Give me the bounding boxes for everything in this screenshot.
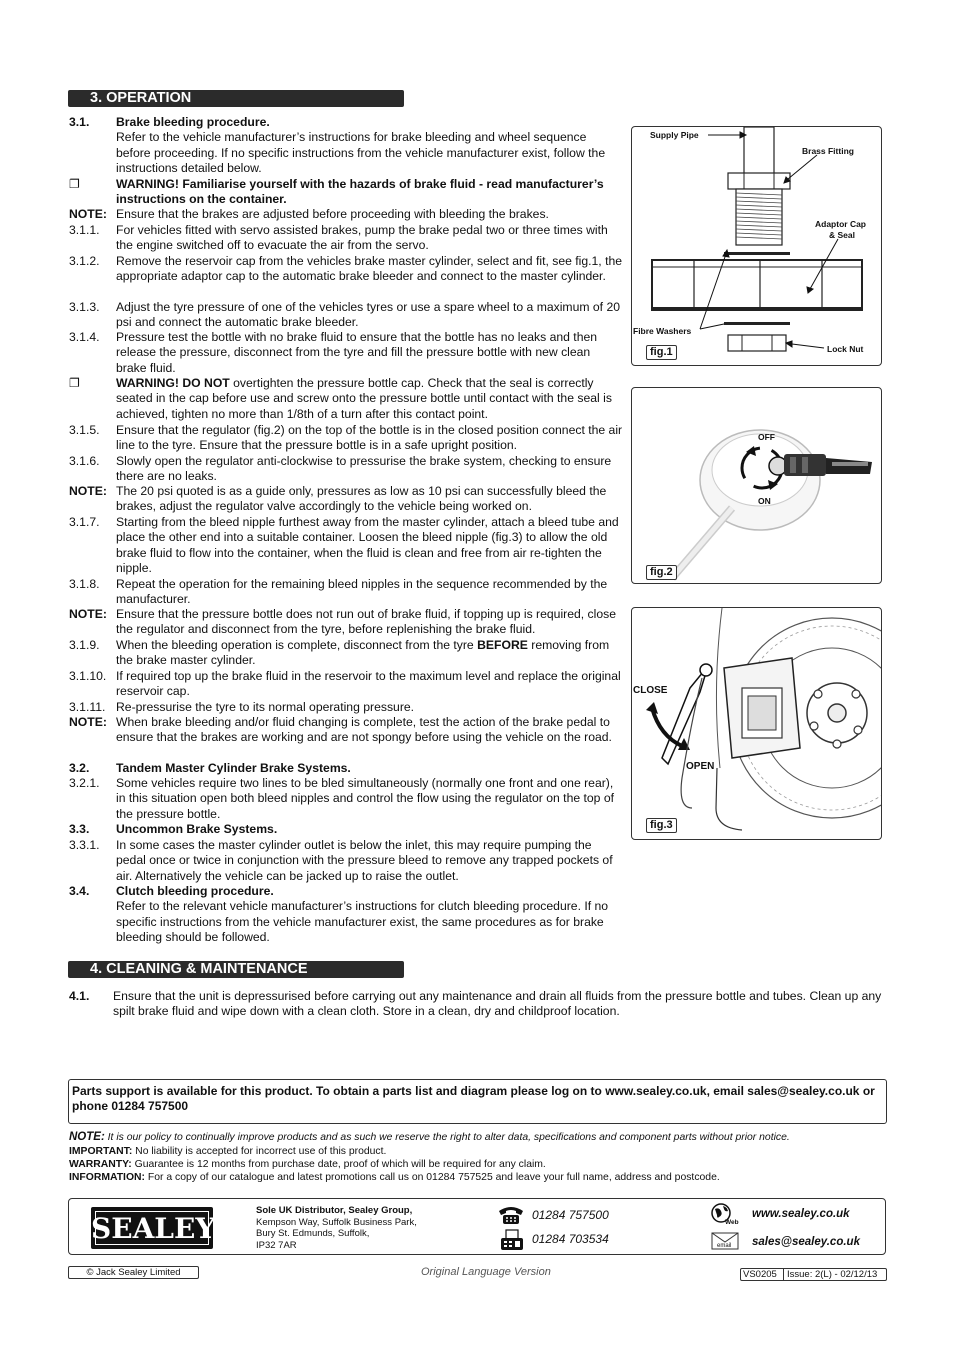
step-heading: WARNING! Familiarise yourself with the hazards of brake fluid - read manufacturer’s instructions on the container. (116, 177, 604, 207)
parts-support-box (68, 1079, 887, 1124)
fax-number: 01284 703534 (532, 1232, 609, 1246)
step-text (116, 115, 623, 177)
sealey-logo (91, 1207, 216, 1249)
phone-number[interactable]: 01284 757500 (532, 1208, 609, 1222)
step-number: NOTE: (69, 715, 107, 729)
distributor-name: Sole UK Distributor, Sealey Group, (256, 1205, 413, 1216)
step-number: 3.3. (69, 822, 90, 836)
step-number: 3.1.7. (69, 515, 100, 529)
label-and-seal: & Seal (829, 230, 855, 240)
label-adaptor-cap: Adaptor Cap (815, 219, 866, 229)
step-body: Pressure test the bottle with no brake fluid to ensure that the bottle has no leaks and then release the pressure, disconnect from the tyre and fill the pressure bottle with new clean brake fluid. (116, 330, 598, 375)
step-body: Adjust the tyre pressure of one of the vehicles tyres or use a spare wheel to a maximum of 20 psi and connect the automatic brake bleeder. (116, 300, 621, 330)
step-number: 3.1. (69, 115, 90, 129)
instruction-row (69, 330, 623, 376)
step-text (116, 607, 623, 638)
fax-icon (499, 1229, 525, 1251)
warranty-text: Guarantee is 12 months from purchase date, proof of which will be required for any claim. (131, 1159, 546, 1170)
instruction-row (69, 115, 623, 177)
step-text (116, 669, 623, 700)
step-body: For vehicles fitted with servo assisted brakes, pump the brake pedal two or three times with the engine switched off to evacuate the air from the servo. (116, 223, 608, 253)
step-text (116, 638, 623, 669)
step-number: 3.1.5. (69, 423, 100, 437)
step-heading: Uncommon Brake Systems. (116, 822, 278, 836)
step-body: In some cases the master cylinder outlet is below the inlet, this may require pumping the pedal once or twice in conjunction with the pressure bleed to remove any trapped pockets of air. Alternatively the vehicle can be jacked up to raise the outlet. (116, 838, 613, 883)
instruction-row (69, 454, 623, 485)
step-body: Remove the reservoir cap from the vehicles brake master cylinder, select and fit, see fig.1, the appropriate adaptor cap to the automatic brake bleeder and connect to the master cylinder. (116, 254, 623, 284)
fig2-caption: fig.2 (646, 565, 677, 580)
instruction-row (69, 207, 623, 222)
step-emphasis: BEFORE (477, 638, 528, 652)
step-number: 3.2. (69, 761, 90, 775)
instruction-row (69, 300, 623, 331)
step-text (116, 423, 623, 454)
parts-support-text: Parts support is available for this product. To obtain a parts list and diagram please log on to www.sealey.co.uk, email sales@sealey.co.uk or phone 01284 757500 (72, 1084, 875, 1114)
figure-3-bleed-nipple (631, 607, 882, 840)
label-off: OFF (758, 432, 775, 442)
maintenance-4-1 (69, 989, 889, 1020)
step-number: 3.1.6. (69, 454, 100, 468)
step-text (116, 254, 623, 285)
footer-contact-box (68, 1198, 886, 1255)
address-line-2: Bury St. Edmunds, Suffolk, (256, 1228, 370, 1239)
step-body: Refer to the relevant vehicle manufacturer’s instructions for clutch bleeding procedure. If no specific instructions from the vehicle manufacturer exist, the same procedures as for brake bleeding should be followed. (116, 899, 609, 945)
label-brass-fitting: Brass Fitting (802, 146, 854, 156)
fig1-caption: fig.1 (646, 345, 677, 360)
step-text (116, 838, 623, 884)
figure-2-regulator (631, 387, 882, 584)
step-number: 3.1.8. (69, 577, 100, 591)
copyright-text: © Jack Sealey Limited (86, 1267, 181, 1278)
website-link[interactable]: www.sealey.co.uk (752, 1208, 850, 1220)
step-body: Starting from the bleed nipple furthest away from the master cylinder, attach a bleed tube and place the other end into a suitable container. Loosen the bleed nipple (fig.3) to allow the old brake fluid to flow into the container, when the fluid is clean and free from air re-tighten the nipple. (116, 515, 619, 576)
step-text (116, 776, 623, 822)
instruction-row (69, 638, 623, 669)
step-text (116, 700, 623, 715)
step-text (116, 177, 623, 208)
original-language-version: Original Language Version (421, 1266, 551, 1278)
web-icon-label: Web (725, 1219, 739, 1226)
step-heading: Brake bleeding procedure. (116, 115, 270, 129)
policy-note (69, 1131, 899, 1145)
email-link[interactable]: sales@sealey.co.uk (752, 1236, 860, 1248)
address-line-1: Kempson Way, Suffolk Business Park, (256, 1216, 417, 1228)
step-text (116, 577, 623, 608)
step-body: Repeat the operation for the remaining bleed nipples in the sequence recommended by the manufacturer. (116, 577, 608, 607)
instruction-row (69, 484, 623, 515)
step-body-tail: removing from the brake master cylinder. (116, 638, 610, 668)
issue-number: Issue: 2(L) - 02/12/13 (787, 1269, 878, 1280)
step-body: Re-pressurise the tyre to its normal operating pressure. (116, 700, 415, 714)
step-number: ❐ (69, 376, 80, 390)
step-body: Ensure that the brakes are adjusted before proceeding with bleeding the brakes. (116, 207, 549, 221)
copyright-box (68, 1266, 199, 1279)
step-body: Slowly open the regulator anti-clockwise to pressurise the brake system, checking to ensure there are no leaks. (116, 454, 612, 484)
note-text: It is our policy to continually improve products and as such we reserve the right to alter data, specifications and component parts without prior notice. (104, 1132, 790, 1143)
email-icon-label: email (717, 1243, 732, 1249)
step-text (116, 515, 623, 577)
step-text (116, 300, 623, 331)
fig3-caption: fig.3 (646, 818, 677, 833)
step-number: 3.1.4. (69, 330, 100, 344)
step-body: Ensure that the pressure bottle does not run out of brake fluid, if topping up is required, close the regulator and disconnect from the tyre, before replenishing the brake fluid. (116, 607, 616, 637)
step-body: The 20 psi quoted is as a guide only, pressures as low as 10 psi can successfully bleed the brakes, adjust the regulator valve accordingly to the vehicle being worked on. (116, 484, 607, 514)
document-code: VS0205 (743, 1269, 777, 1280)
important-text: No liability is accepted for incorrect use of this product. (132, 1146, 387, 1157)
label-on: ON (758, 496, 771, 506)
label-close: CLOSE (633, 685, 668, 696)
label-lock-nut: Lock Nut (827, 344, 864, 354)
step-body: Some vehicles require two lines to be bled simultaneously (normally one front and one rear), in this situation open both bleed nipples and control the flow using the regulator on the top of the pressure bottle. (116, 776, 614, 821)
step-text (116, 761, 623, 776)
instruction-row (69, 838, 623, 884)
figure-1-adaptor-assembly (631, 126, 882, 366)
fig2-diagram (632, 388, 882, 584)
phone-icon (497, 1205, 525, 1225)
step-heading: Tandem Master Cylinder Brake Systems. (116, 761, 351, 775)
fig3-diagram (632, 608, 882, 840)
instruction-row (69, 177, 623, 208)
step-body: When the bleeding operation is complete, disconnect from the tyre (116, 638, 478, 652)
step-text (116, 330, 623, 376)
section-header-cleaning: 4. CLEANING & MAINTENANCE (68, 961, 404, 978)
instruction-row (69, 776, 623, 822)
step-number: 3.1.2. (69, 254, 100, 268)
step-text (116, 376, 623, 422)
step-body: overtighten the pressure bottle cap. Check that the seal is correctly seated in the cap before use and screw onto the pressure bottle until contact with the seal is achieved, tighten no more than 1/8th of a turn after this contact point. (116, 376, 612, 421)
instruction-row (69, 254, 623, 285)
instruction-row (69, 715, 623, 746)
step-number: 3.1.3. (69, 300, 100, 314)
instruction-row (69, 607, 623, 638)
step-body: Ensure that the regulator (fig.2) on the top of the bottle is in the closed position connect the air line to the tyre. Ensure that the pressure bottle is in a safe upright position. (116, 423, 623, 453)
step-number: NOTE: (69, 207, 107, 221)
step-heading: WARNING! DO NOT (116, 376, 230, 390)
step-text (116, 715, 623, 746)
step-number: 3.4. (69, 884, 90, 898)
instruction-row (69, 577, 623, 608)
label-supply-pipe: Supply Pipe (650, 130, 699, 140)
step-body: If required top up the brake fluid in the reservoir to the maximum level and replace the original reservoir cap. (116, 669, 621, 699)
warranty-note (69, 1158, 546, 1172)
important-label: IMPORTANT: (69, 1146, 133, 1157)
step-number: 3.1.1. (69, 223, 100, 237)
item-number: 4.1. (69, 989, 90, 1003)
step-text (116, 484, 623, 515)
section-header-operation: 3. OPERATION (68, 90, 404, 107)
step-text (116, 884, 623, 946)
note-label: NOTE: (69, 1131, 105, 1143)
step-heading: Clutch bleeding procedure. (116, 884, 274, 898)
item-text: Ensure that the unit is depressurised before carrying out any maintenance and drain all fluids from the pressure bottle and tubes. Clean up any spilt brake fluid and wipe down with a clean cloth. Store in a clean, dry and childproof location. (113, 989, 882, 1019)
step-text (116, 454, 623, 485)
instruction-row (69, 223, 623, 254)
step-number: 3.1.10. (69, 669, 107, 683)
information-label: INFORMATION: (69, 1172, 145, 1183)
step-number: 3.2.1. (69, 776, 100, 790)
instruction-row (69, 884, 623, 946)
step-text (116, 207, 623, 222)
instruction-row (69, 376, 623, 422)
information-text: For a copy of our catalogue and latest promotions call us on 01284 757525 and leave your full name, address and postcode. (145, 1172, 720, 1183)
important-note (69, 1145, 386, 1159)
step-text (116, 822, 623, 837)
instruction-row (69, 515, 623, 577)
step-number: 3.1.11. (69, 700, 106, 714)
step-number: 3.1.9. (69, 638, 100, 652)
instruction-row (69, 822, 623, 837)
label-open: OPEN (686, 761, 715, 772)
step-number: NOTE: (69, 607, 107, 621)
step-body: Refer to the vehicle manufacturer’s instructions for brake bleeding and wheel sequence before proceeding. If no specific instructions from the vehicle manufacturer exist, follow the instructions detailed below. (116, 130, 606, 176)
step-number: NOTE: (69, 484, 107, 498)
information-note (69, 1171, 720, 1185)
step-number: ❐ (69, 177, 80, 191)
sealey-logo-text: SEALEY (91, 1212, 216, 1245)
instruction-row (69, 700, 623, 715)
label-fibre-washers: Fibre Washers (633, 326, 692, 336)
instruction-row (69, 423, 623, 454)
step-body: When brake bleeding and/or fluid changing is complete, test the action of the brake pedal to ensure that the brakes are working and are not spongy before using the vehicle on the road. (116, 715, 612, 745)
warranty-label: WARRANTY: (69, 1159, 132, 1170)
distributor-address (256, 1205, 417, 1251)
document-code-box (740, 1268, 887, 1281)
step-number: 3.3.1. (69, 838, 100, 852)
instruction-row (69, 669, 623, 700)
address-line-3: IP32 7AR (256, 1239, 297, 1251)
instruction-row (69, 761, 623, 776)
step-text (116, 223, 623, 254)
